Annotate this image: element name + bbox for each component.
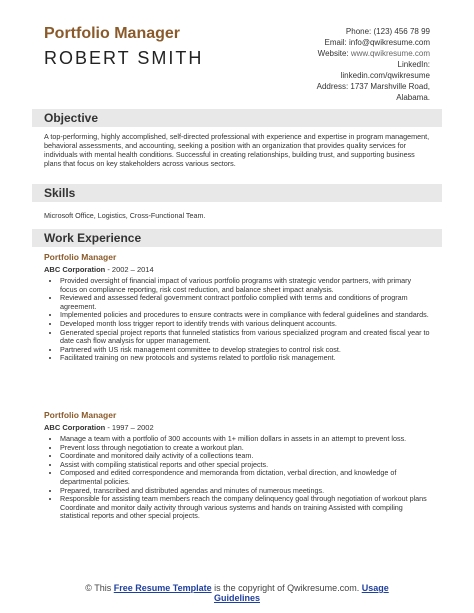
footer-line-2 [0,593,474,603]
experience-section-header [32,229,442,247]
guidelines-link[interactable]: Guidelines [213,593,260,603]
company-name: ABC Corporation [44,423,106,432]
phone-text: Phone: (123) 456 78 99 [345,27,430,36]
linkedin-link[interactable]: linkedin.com/qwikresume [340,71,430,80]
bullet-item: • Developed month loss trigger report to identify trends with various delinquent accounts. [60,320,430,329]
footer-line-1 [0,583,474,593]
job-role: Portfolio Manager [44,410,117,420]
footer [0,583,474,603]
company-name: ABC Corporation [44,265,106,274]
job-dates: - 1997 – 2002 [105,423,154,432]
objective-section-header [32,109,442,127]
job-bullets [44,277,430,363]
linkedin-label: LinkedIn: [397,60,430,69]
website-label: Website: [317,49,351,58]
bullet-item: • Partnered with US risk management committee to develop strategies to control risk cost. [60,346,430,355]
objective-title: Objective [44,111,99,125]
email-text: Email: info@qwikresume.com [324,38,430,47]
job-bullets [44,435,430,521]
bullet-item: • Manage a team with a portfolio of 300 accounts with 1+ million dollars in assets in an attempt to prevent loss. [60,435,430,444]
job-entry [44,410,430,521]
skills-title: Skills [44,186,76,200]
candidate-name: ROBERT SMITH [44,48,204,68]
website-line [240,48,430,59]
address-line-1: Address: 1737 Marshville Road, [316,82,430,91]
website-link[interactable]: www.qwikresume.com [350,49,430,58]
resume-header [0,0,474,108]
bullet-item: • Provided oversight of financial impact of various portfolio programs with strategic vendor partners, with primary focus on compliance reporting, risk cost reduction, and balance sheet impact analysis. [60,277,430,294]
skills-section-header [32,184,442,202]
free-template-link[interactable]: Free Resume Template [113,583,212,593]
job-company-line [44,265,430,274]
footer-prefix: © This [85,583,114,593]
job-company-line [44,423,430,432]
bullet-item: • Assist with compiling statistical reports and other special projects. [60,461,430,470]
contact-info [240,26,430,103]
job-title: Portfolio Manager [44,25,181,42]
bullet-item: • Implemented policies and procedures to ensure contracts were in compliance with federal guidelines and standards. [60,311,430,320]
footer-middle: is the copyright of Qwikresume.com. [211,583,362,593]
job-role: Portfolio Manager [44,252,117,262]
bullet-item: • Facilitated training on new protocols and systems related to portfolio risk management. [60,354,430,363]
bullet-item: • Prepared, transcribed and distributed agendas and minutes of numerous meetings. [60,487,430,496]
usage-link[interactable]: Usage [361,583,389,593]
bullet-item: • Prevent loss through negotiation to create a workout plan. [60,444,430,453]
bullet-item: • Responsible for assisting team members reach the company delinquency goal through negotiation of workout plans Coordinate and monitor daily activity through various systems and hands on training Assisted with compiling statistical reports and other special projects. [60,495,430,521]
job-entry [44,252,430,363]
bullet-item: • Generated special project reports that funneled statistics from various specialized program and created fiscal year to date cash flow analysis for upper management. [60,329,430,346]
job-dates: - 2002 – 2014 [105,265,154,274]
bullet-item: • Coordinate and monitored daily activity of a collections team. [60,452,430,461]
address-line-2: Alabama. [396,93,430,102]
objective-text: A top-performing, highly accomplished, self-directed professional with experience and expertise in program management, behavioral assessments, and accounting, seeking a position with an organization that provides quality services for individuals with mental health conditions. Successful in creating relationships, building trust, and supporting business plans that focus on key stakeholders across various sectors. [44,132,430,168]
bullet-item: • Reviewed and assessed federal government contract portfolio complied with terms and conditions of program agreement. [60,294,430,311]
skills-text: Microsoft Office, Logistics, Cross-Functional Team. [44,211,206,220]
experience-title: Work Experience [44,231,142,245]
bullet-item: • Composed and edited correspondence and memoranda from dictation, verbal direction, and knowledge of departmental policies. [60,469,430,486]
